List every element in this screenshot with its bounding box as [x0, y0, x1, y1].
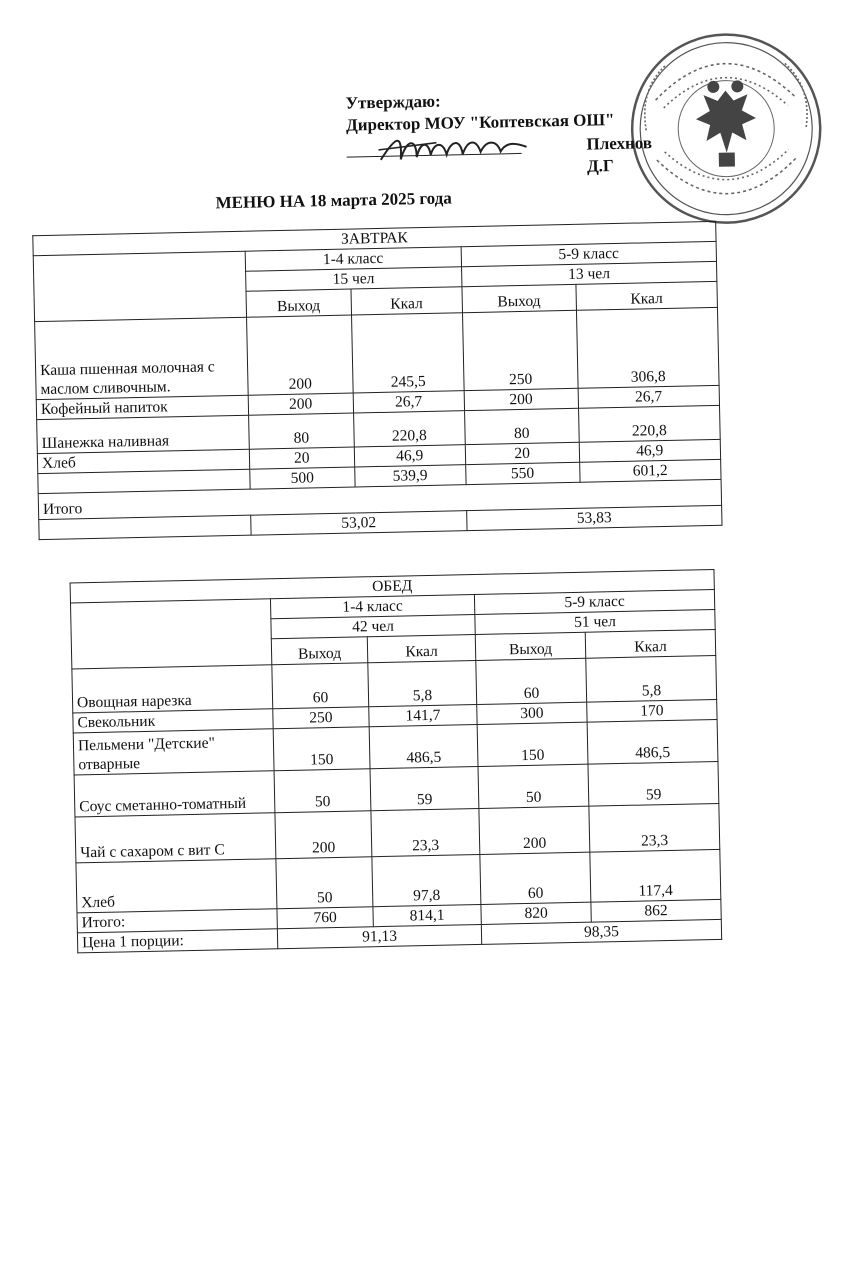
out-1: 150 — [273, 727, 370, 771]
out-2: 300 — [477, 702, 587, 724]
dish-name: Кофейный напиток — [36, 395, 248, 419]
out-2: 20 — [465, 442, 579, 464]
col-kcal-1: Ккал — [351, 287, 462, 315]
kcal-1: 26,7 — [353, 391, 464, 413]
kcal-2: 306,8 — [576, 307, 719, 388]
out-2: 60 — [480, 852, 591, 904]
out-2: 820 — [481, 902, 591, 924]
director-title: Директор МОУ "Коптевская ОШ" — [345, 109, 615, 135]
out-1: 50 — [274, 769, 371, 813]
out-2: 50 — [478, 764, 589, 808]
col-out-2: Выход — [475, 632, 586, 660]
group2-label: 5-9 класс — [461, 241, 717, 266]
approval-label: Утверждаю: — [345, 91, 441, 113]
group1-count: 42 чел — [271, 615, 475, 639]
price-1: 91,13 — [277, 924, 481, 948]
kcal-2: 59 — [588, 761, 719, 806]
lunch-table — [70, 569, 723, 953]
out-1: 20 — [249, 447, 354, 469]
group1-label: 1-4 класс — [270, 595, 474, 619]
breakfast-table — [32, 221, 722, 540]
group2-count: 13 чел — [461, 261, 717, 286]
price-1: 53,02 — [251, 511, 467, 536]
handwritten-signature-icon — [376, 127, 537, 168]
col-kcal-2: Ккал — [576, 281, 718, 310]
out-1: 760 — [277, 907, 373, 929]
out-2: 200 — [464, 388, 578, 410]
kcal-1: 5,8 — [368, 661, 477, 707]
price-2: 53,83 — [466, 505, 722, 530]
group2-count: 51 чел — [475, 609, 715, 634]
out-2: 150 — [477, 722, 588, 766]
table-row — [35, 307, 719, 399]
col-out-2: Выход — [462, 284, 577, 312]
out-2: 60 — [476, 658, 587, 704]
section-title: ОБЕД — [70, 569, 714, 602]
price-blank-cell — [39, 515, 251, 539]
kcal-2: 862 — [591, 899, 721, 922]
total-label: Итого: — [77, 909, 277, 933]
price-label: Цена 1 порции: — [77, 929, 277, 953]
kcal-2: 601,2 — [579, 459, 721, 482]
kcal-1: 245,5 — [351, 313, 464, 393]
out-2: 250 — [462, 310, 578, 390]
header-blank-cell — [33, 251, 246, 321]
kcal-1: 814,1 — [373, 904, 481, 926]
header-blank-cell — [70, 599, 271, 669]
group2-label: 5-9 класс — [474, 589, 714, 614]
out-2: 80 — [464, 408, 579, 444]
kcal-1: 23,3 — [371, 808, 480, 856]
group1-label: 1-4 класс — [245, 247, 461, 272]
out-1: 60 — [272, 663, 369, 709]
out-1: 250 — [273, 707, 369, 729]
kcal-2: 117,4 — [590, 849, 721, 902]
kcal-1: 486,5 — [369, 724, 478, 768]
dish-name: Хлеб — [76, 859, 277, 913]
out-1: 500 — [250, 467, 355, 489]
col-out-1: Выход — [271, 637, 368, 665]
approval-block — [345, 87, 653, 176]
total-label: Итого — [38, 479, 721, 519]
col-out-1: Выход — [246, 289, 351, 317]
out-1: 50 — [276, 857, 373, 909]
kcal-2: 5,8 — [586, 655, 717, 702]
out-1: 80 — [248, 413, 354, 449]
kcal-2: 170 — [587, 699, 717, 722]
out-1: 200 — [275, 811, 372, 859]
out-1: 200 — [246, 315, 353, 395]
kcal-1: 59 — [370, 766, 479, 810]
out-2: 200 — [479, 806, 590, 854]
kcal-1: 141,7 — [369, 704, 477, 726]
dish-name: Чай с сахаром с вит С — [75, 813, 276, 863]
dish-name: Каша пшенная молочная с маслом сливочным. — [35, 317, 248, 399]
stamp-seal-icon — [624, 27, 828, 231]
dish-name: Соус сметанно-томатный — [74, 771, 275, 817]
price-2: 98,35 — [481, 919, 721, 944]
dish-name: Пельмени "Детские" отварные — [73, 729, 274, 775]
kcal-2: 220,8 — [578, 405, 720, 442]
page-title: МЕНЮ НА 18 марта 2025 года — [215, 188, 452, 213]
kcal-2: 26,7 — [578, 385, 720, 408]
kcal-2: 23,3 — [589, 803, 720, 852]
dish-name: Овощная нарезка — [72, 665, 273, 713]
kcal-1: 220,8 — [353, 411, 465, 447]
out-2: 550 — [465, 462, 579, 484]
kcal-1: 46,9 — [354, 445, 465, 467]
col-kcal-1: Ккал — [367, 635, 476, 663]
director-surname: Плехнов Д.Г — [586, 133, 653, 176]
kcal-2: 46,9 — [579, 439, 721, 462]
signature-row — [346, 131, 653, 176]
dish-name: Хлеб — [37, 449, 249, 473]
dish-name: Свекольник — [73, 709, 273, 733]
dish-name: Шанежка наливная — [37, 415, 250, 453]
kcal-1: 97,8 — [372, 854, 481, 906]
kcal-1: 539,9 — [354, 465, 465, 487]
out-1: 200 — [248, 393, 353, 415]
section-title: ЗАВТРАК — [33, 221, 716, 255]
col-kcal-2: Ккал — [585, 629, 716, 658]
group1-count: 15 чел — [245, 267, 461, 292]
kcal-2: 486,5 — [587, 719, 718, 764]
